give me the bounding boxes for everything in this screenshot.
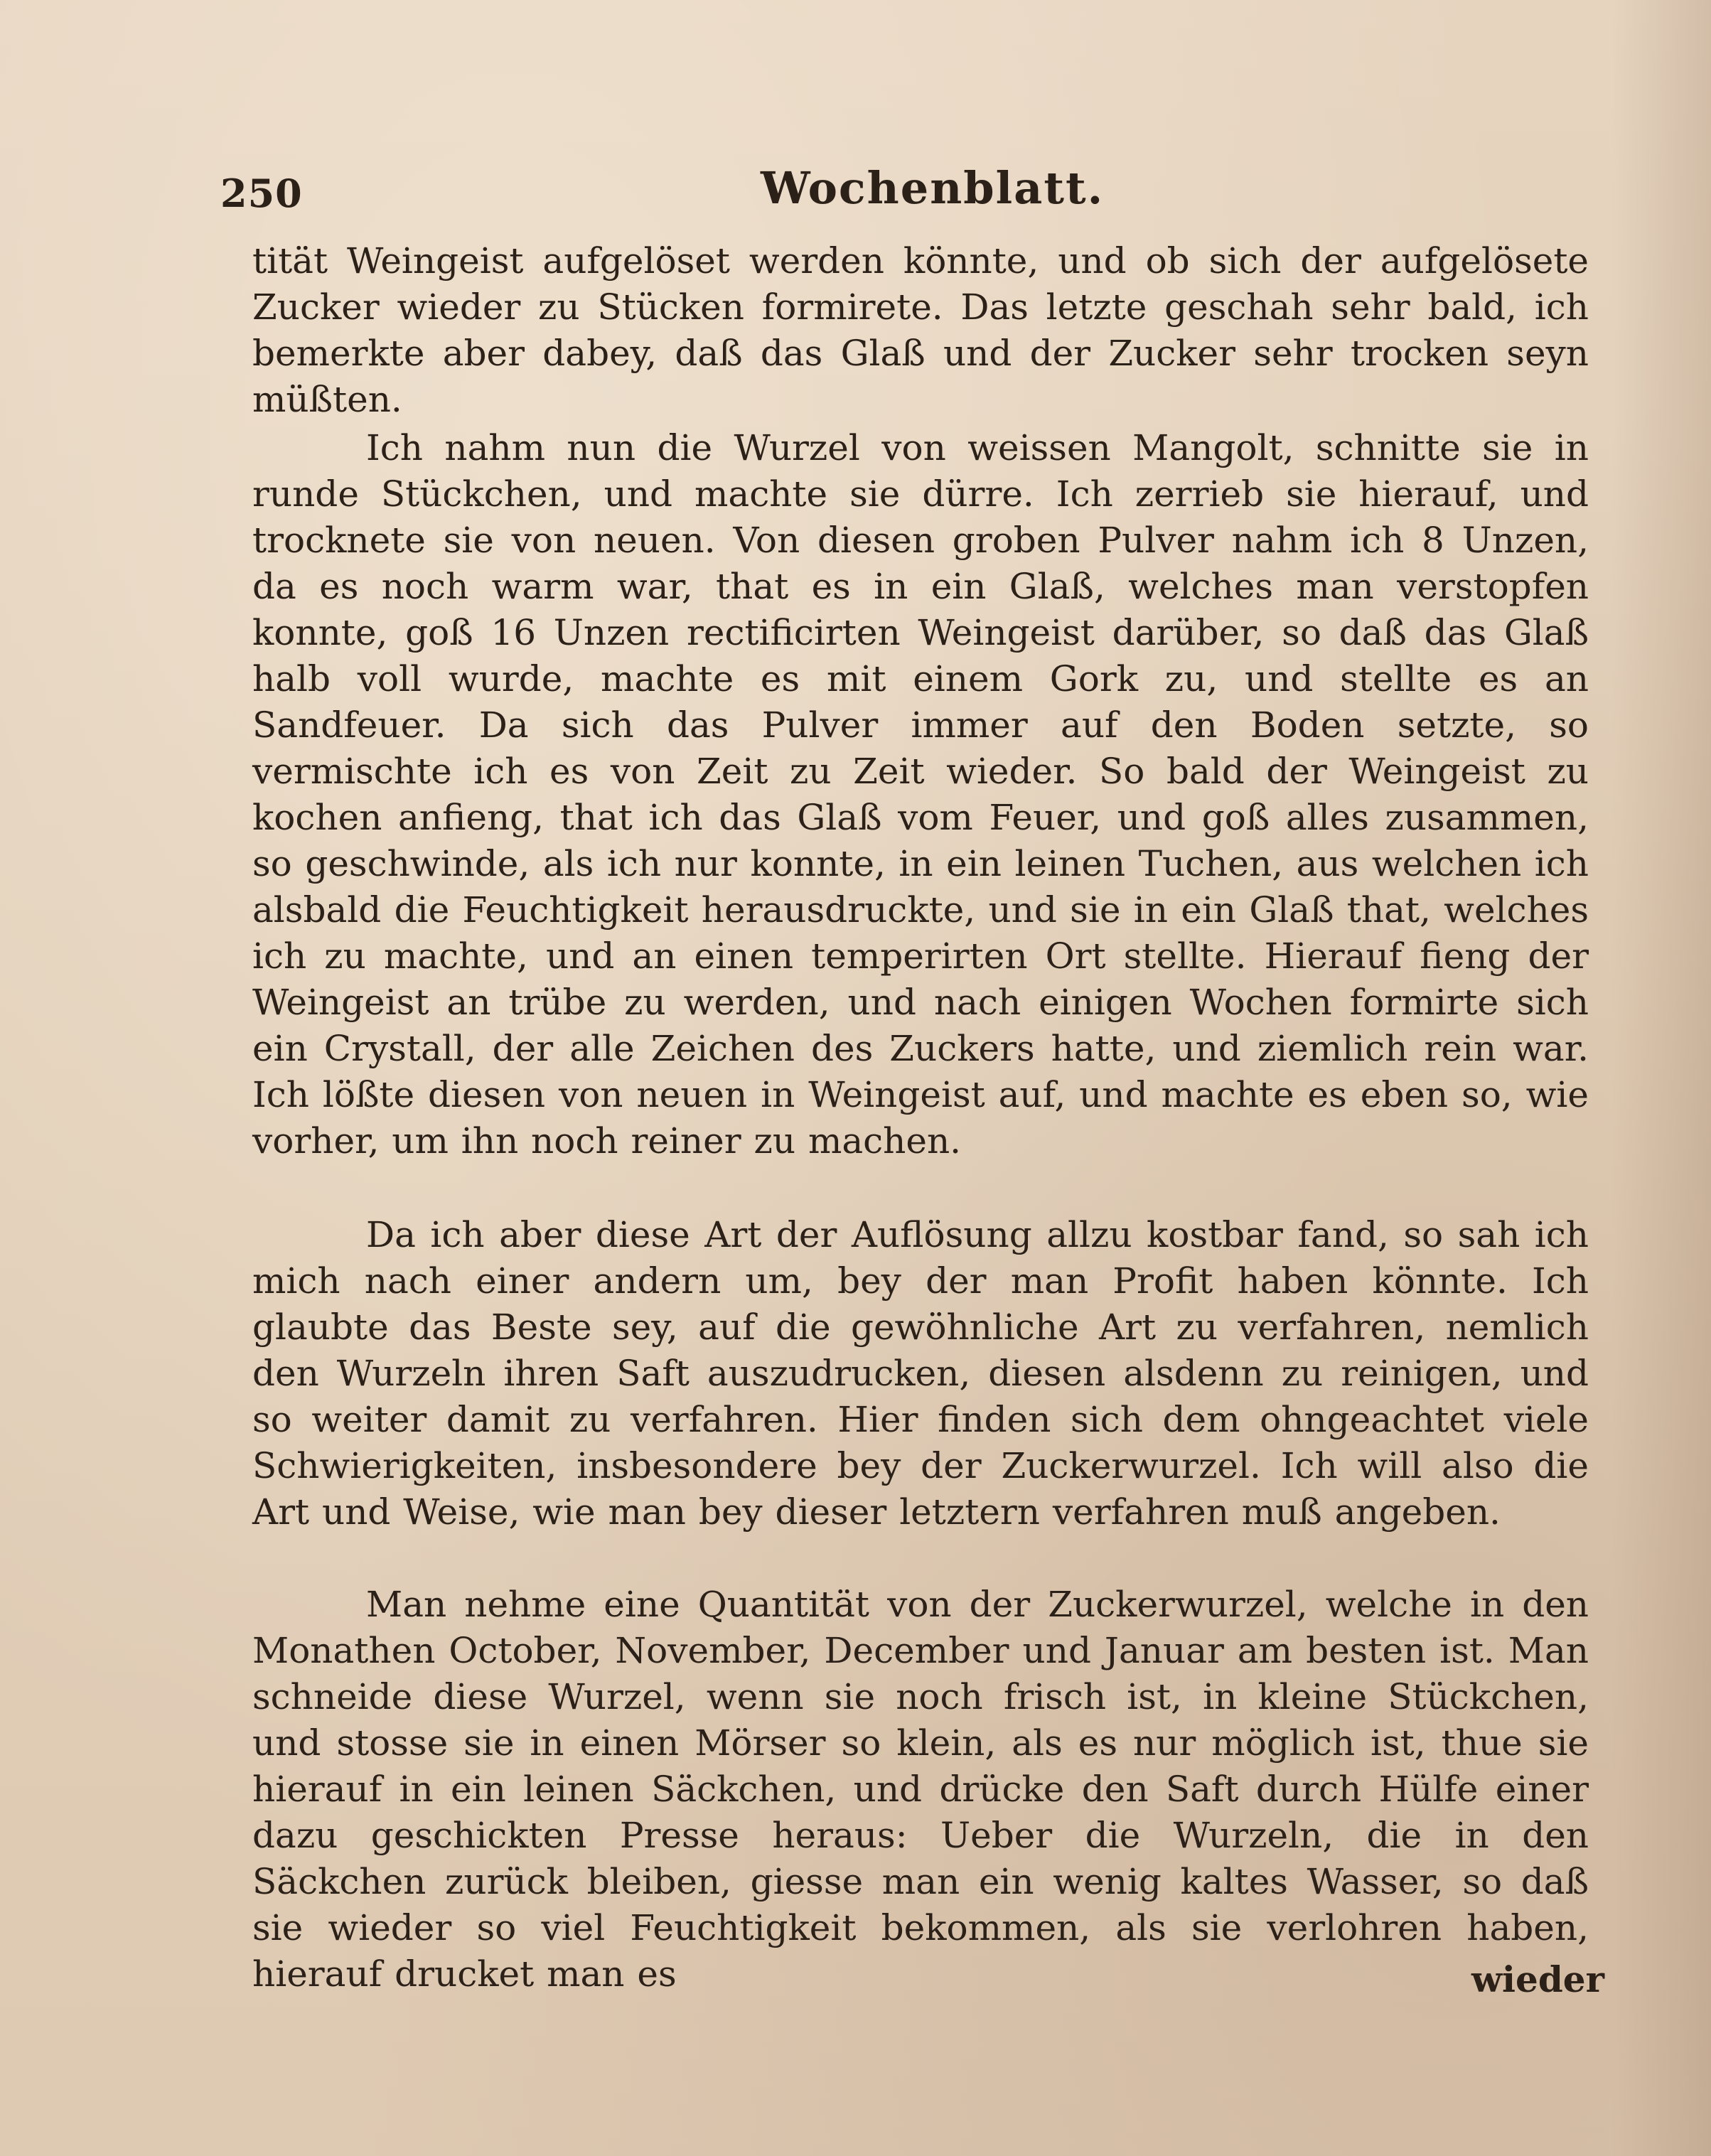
paragraph-text: Da ich aber diese Art der Auflösung allzu kostbar fand, so sah ich mich nach einer andern um, bey der man Profit haben könnte. Ich glaubte das Beste sey, auf die gewöhnliche Art zu verfahren, nemlich den Wurzeln ihren Saft auszudrucken, diesen alsdenn zu reinigen, und so weiter damit zu verfahren. Hier finden sich dem ohngeachtet viele Schwierigkeiten, insbesondere bey der Zuckerwurzel. Ich will also die Art und Weise, wie man bey dieser letztern verfahren muß angeben. — [252, 1214, 1589, 1533]
page-header — [220, 162, 1585, 226]
paragraph-continuation — [252, 238, 1589, 420]
paragraph-text: tität Weingeist aufgelöset werden könnte, und ob sich der aufgelösete Zucker wieder zu Stücken formirete. Das letzte geschah sehr bald, ich bemerkte aber dabey, daß das Glaß und der Zucker sehr trocken seyn müßten. — [252, 240, 1589, 420]
paragraph-text: Man nehme eine Quantität von der Zuckerwurzel, welche in den Monathen October, November, December und Januar am besten ist. Man schneide diese Wurzel, wenn sie noch frisch ist, in kleine Stückchen, und stosse sie in einen Mörser so klein, als es nur möglich ist, thue sie hierauf in ein leinen Säckchen, und drücke den Saft durch Hülfe einer dazu geschickten Presse heraus: Ueber die Wurzeln, die in den Säckchen zurück bleiben, giesse man ein wenig kaltes Wasser, so daß sie wieder so viel Feuchtigkeit bekommen, als sie verlohren haben, hierauf drucket man es — [252, 1584, 1589, 1995]
paragraph-mangold-experiment — [252, 425, 1589, 1168]
paragraph-sugar-root-procedure — [252, 1582, 1589, 2008]
running-title: Wochenblatt. — [761, 162, 1105, 214]
paragraph-text: Ich nahm nun die Wurzel von weissen Mangolt, schnitte sie in runde Stückchen, und machte sie dürre. Ich zerrieb sie hierauf, und trocknete sie von neuen. Von diesen groben Pulver nahm ich 8 Unzen, da es noch warm war, that es in ein Glaß, welches man verstopfen konnte, goß 16 Unzen rectificirten Weingeist darüber, so daß das Glaß halb voll wurde, machte es mit einem Gork zu, und stellte es an Sandfeuer. Da sich das Pulver immer auf den Boden setzte, so vermischte ich es von Zeit zu Zeit wieder. So bald der Weingeist zu kochen anfieng, that ich das Glaß vom Feuer, und goß alles zusammen, so geschwinde, als ich nur konnte, in ein leinen Tuchen, aus welchen ich alsbald die Feuchtigkeit herausdruckte, und sie in ein Glaß that, welches ich zu machte, und an einen temperirten Ort stellte. Hierauf fieng der Weingeist an trübe zu werden, und nach einigen Wochen formirte sich ein Crystall, der alle Zeichen des Zuckers hatte, und ziemlich rein war. Ich lößte diesen von neuen in Weingeist auf, und machte es eben so, wie vorher, um ihn noch reiner zu machen. — [252, 427, 1589, 1162]
page-edge-shadow — [1611, 0, 1711, 2156]
paragraph-alternative-method — [252, 1212, 1589, 1535]
catchword: wieder — [1471, 1958, 1604, 2000]
page-number: 250 — [220, 171, 303, 216]
